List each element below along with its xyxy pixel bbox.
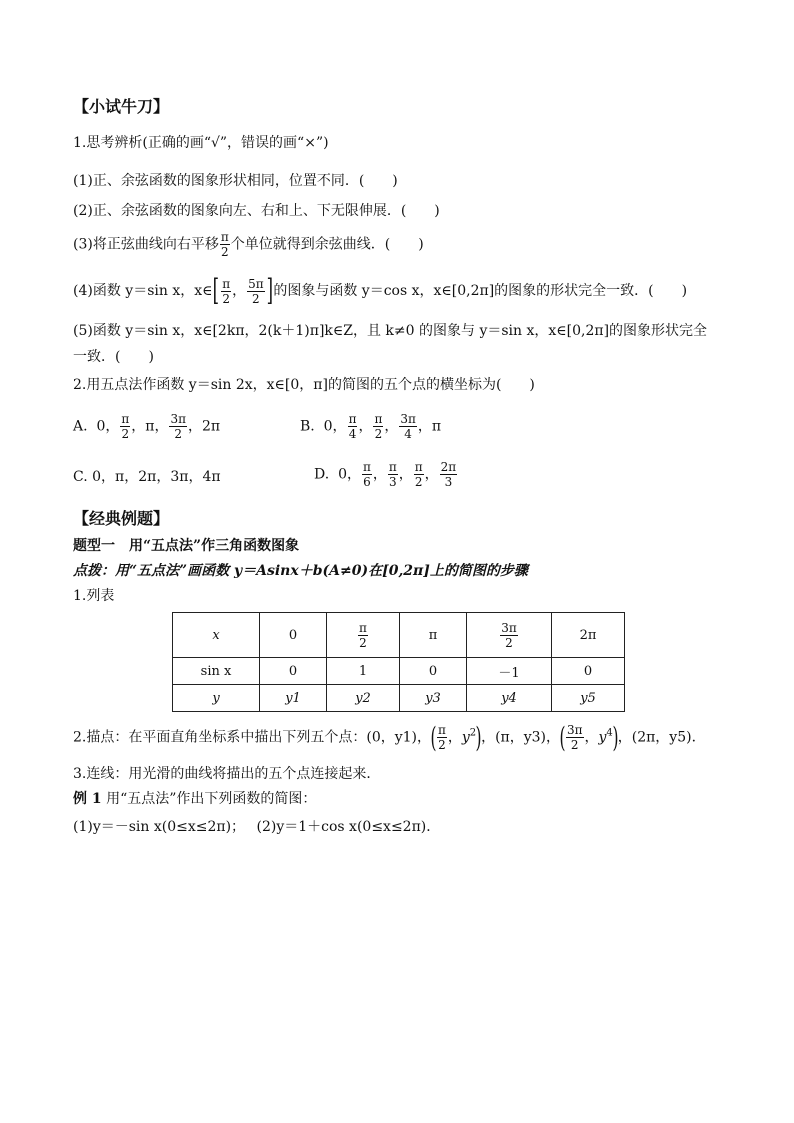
table-cell: $\frac{3\pi}{2}$ <box>467 613 552 658</box>
option-c: C. 0，π，2π，3π，4π <box>73 469 221 485</box>
table-cell: sin x <box>173 658 260 685</box>
item-3-text-a: (3)将正弦曲线向右平移 <box>73 236 219 253</box>
fraction-5pi-over-2: $\frac{5\pi}{2}$ <box>248 276 264 306</box>
example-1-parts: (1)y＝－sin x(0≤x≤2π)； (2)y＝1＋cos x(0≤x≤2π)． <box>73 819 441 835</box>
table-cell: 0 <box>260 658 327 685</box>
fraction-pi-over-2: $\frac{\pi}{2}$ <box>121 412 130 441</box>
table-cell: $\frac{\pi}{2}$ <box>327 613 400 658</box>
question-1-item-3 <box>73 230 424 259</box>
question-2-heading: 2.用五点法作函数 y＝sin 2x，x∈[0，π]的简图的五个点的横坐标为( ) <box>73 377 535 393</box>
option-a: A. 0， $\frac{\pi}{2}$ ，π， $\frac{3\pi}{2}$ ，2π <box>73 412 221 441</box>
fraction-pi-over-2: $\frac{\pi}{2}$ <box>222 276 231 306</box>
section-title-practice: 【小试牛刀】 <box>73 97 170 116</box>
table-cell: 1 <box>327 658 400 685</box>
table-cell: 0 <box>552 658 625 685</box>
table-row <box>173 658 625 685</box>
fraction-2pi-over-3: $\frac{2\pi}{3}$ <box>440 460 457 489</box>
question-1-item-4: (4)函数 y＝sin x，x∈[ $\frac{\pi}{2}$ ， $\frac{5\pi}{2}$ ]的图象与函数 y＝cos x，x∈[0,2π]的图象的形状完全一致．( ) <box>73 273 688 308</box>
fraction-pi-over-4: $\frac{\pi}{4}$ <box>348 412 357 441</box>
question-1-item-5b: 一致．( ) <box>73 349 154 365</box>
item-3-text-b: 个单位就得到余弦曲线．( ) <box>230 236 424 253</box>
table-cell: y5 <box>552 685 625 712</box>
table-row <box>173 685 625 712</box>
table-row <box>173 613 625 658</box>
example-1-heading: 例 1 用“五点法”作出下列函数的简图： <box>73 791 317 807</box>
step-2-text: 2.描点：在平面直角坐标系中描出下列五个点：(0，y1)，( $\frac{\pi}{2}$ ，$y^2$)，(π，y3)，( $\frac{3\pi}{2}$ ，$y^4$)，(2π，y5)． <box>73 720 706 754</box>
table-cell: －1 <box>467 658 552 685</box>
tip-text: 点拨：用“五点法”画函数 y＝Asinx＋b(A≠0)在[0,2π]上的简图的步骤 <box>73 563 528 579</box>
table-cell: y <box>173 685 260 712</box>
topic-type-1: 题型一 用“五点法”作三角函数图象 <box>73 538 300 554</box>
table-cell: y4 <box>467 685 552 712</box>
table-cell: 0 <box>400 658 467 685</box>
fraction-pi-over-6: $\frac{\pi}{6}$ <box>363 460 371 489</box>
item-4-text-a: (4)函数 y＝sin x，x∈ <box>73 283 213 299</box>
table-cell: y2 <box>327 685 400 712</box>
option-b: B. 0， $\frac{\pi}{4}$ ， $\frac{\pi}{2}$ ， $\frac{3\pi}{4}$ ，π <box>300 412 442 441</box>
fraction-pi-over-2: $\frac{\pi}{2}$ <box>414 460 423 489</box>
question-1-heading: 1.思考辨析(正确的画“√”，错误的画“×”) <box>73 135 329 151</box>
five-point-table <box>172 612 625 712</box>
section-title-examples: 【经典例题】 <box>73 509 170 528</box>
question-1-item-5a: (5)函数 y＝sin x，x∈[2kπ，2(k＋1)π]k∈Z，且 k≠0 的图象与 y＝sin x，x∈[0,2π]的图象形状完全 <box>73 323 708 339</box>
table-cell: x <box>173 613 260 658</box>
table-cell: π <box>400 613 467 658</box>
table-cell: y3 <box>400 685 467 712</box>
step-1-label: 1.列表 <box>73 588 115 604</box>
table-cell: y1 <box>260 685 327 712</box>
step-3-text: 3.连线：用光滑的曲线将描出的五个点连接起来． <box>73 766 381 782</box>
fraction-3pi-over-2: $\frac{3\pi}{2}$ <box>170 412 186 441</box>
question-1-item-1: (1)正、余弦函数的图象形状相同，位置不同．( ) <box>73 173 398 189</box>
option-d: D. 0， $\frac{\pi}{6}$ ， $\frac{\pi}{3}$ ， $\frac{\pi}{2}$ ， $\frac{2\pi}{3}$ <box>314 460 457 489</box>
table-cell: 2π <box>552 613 625 658</box>
fraction-pi-over-3: $\frac{\pi}{3}$ <box>388 460 397 489</box>
fraction-pi-over-2: $\frac{\pi}{2}$ <box>220 230 229 259</box>
fraction-pi-over-2: $\frac{\pi}{2}$ <box>374 412 383 441</box>
item-4-text-b: 的图象与函数 y＝cos x，x∈[0,2π]的图象的形状完全一致．( ) <box>273 283 688 299</box>
table-cell: 0 <box>260 613 327 658</box>
question-1-item-2: (2)正、余弦函数的图象向左、右和上、下无限伸展．( ) <box>73 203 440 219</box>
fraction-3pi-over-4: $\frac{3\pi}{4}$ <box>400 412 416 441</box>
